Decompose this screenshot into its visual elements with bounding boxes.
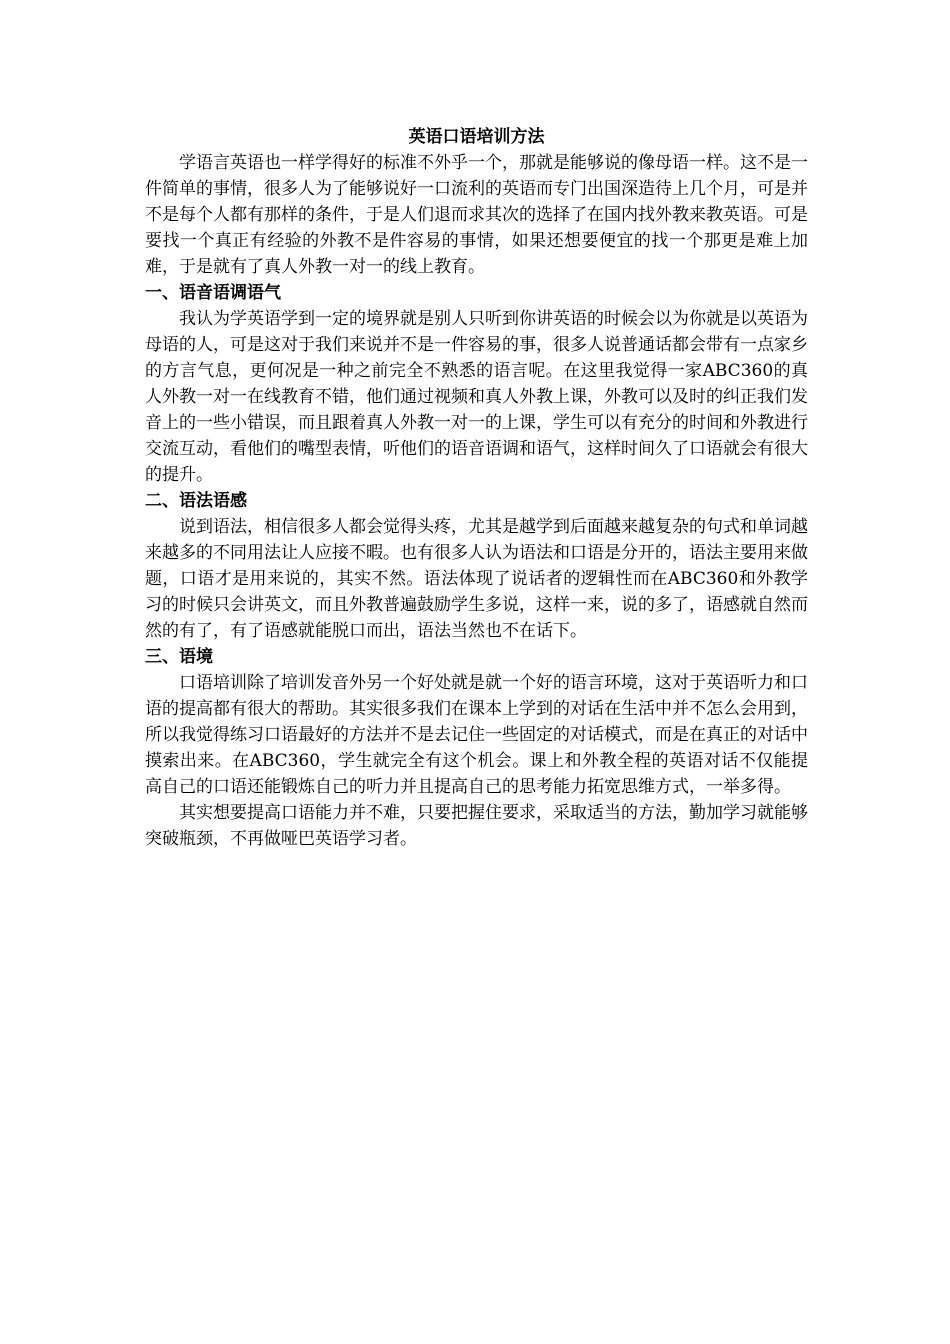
section-body-grammar: 说到语法，相信很多人都会觉得头疼，尤其是越学到后面越来越复杂的句式和单词越来越多的不同用法让人应接不暇。也有很多人认为语法和口语是分开的，语法主要用来做题，口语才是用来说的，其实不然。语法体现了说话者的逻辑性而在ABC360和外教学习的时候只会讲英文，而且外教普遍鼓励学生多说，这样一来，说的多了，语感就自然而然的有了，有了语感就能脱口而出，语法当然也不在话下。 — [145, 517, 808, 641]
section-heading-context: 三、语境 — [145, 647, 213, 667]
document-title: 英语口语培训方法 — [408, 127, 545, 147]
section-body-pronunciation: 我认为学英语学到一定的境界就是别人只听到你讲英语的时候会以为你就是以英语为母语的人，可是这对于我们来说并不是一件容易的事，很多人说普通话都会带有一点家乡的方言气息，更何况是一种之前完全不熟悉的语言呢。在这里我觉得一家ABC360的真人外教一对一在线教育不错，他们通过视频和真人外教上课，外教可以及时的纠正我们发音上的一些小错误，而且跟着真人外教一对一的上课，学生可以有充分的时间和外教进行交流互动，看他们的嘴型表情，听他们的语音语调和语气，这样时间久了口语就会有很大的提升。 — [145, 309, 808, 485]
section-body-context: 口语培训除了培训发音外另一个好处就是就一个好的语言环境，这对于英语听力和口语的提高都有很大的帮助。其实很多我们在课本上学到的对话在生活中并不怎么会用到，所以我觉得练习口语最好的方法并不是去记住一些固定的对话模式，而是在真正的对话中摸索出来。在ABC360，学生就完全有这个机会。课上和外教全程的英语对话不仅能提高自己的口语还能锻炼自己的听力并且提高自己的思考能力拓宽思维方式，一举多得。 — [145, 673, 808, 797]
conclusion-paragraph: 其实想要提高口语能力并不难，只要把握住要求，采取适当的方法，勤加学习就能够突破瓶颈，不再做哑巴英语学习者。 — [145, 803, 808, 849]
section-heading-pronunciation: 一、语音语调语气 — [145, 283, 281, 303]
intro-paragraph: 学语言英语也一样学得好的标准不外乎一个，那就是能够说的像母语一样。这不是一件简单的事情，很多人为了能够说好一口流利的英语而专门出国深造待上几个月，可是并不是每个人都有那样的条件，于是人们退而求其次的选择了在国内找外教来教英语。可是要找一个真正有经验的外教不是件容易的事情，如果还想要便宜的找一个那更是难上加难，于是就有了真人外教一对一的线上教育。 — [145, 153, 808, 277]
document-body — [145, 124, 808, 852]
section-heading-grammar: 二、语法语感 — [145, 491, 247, 511]
